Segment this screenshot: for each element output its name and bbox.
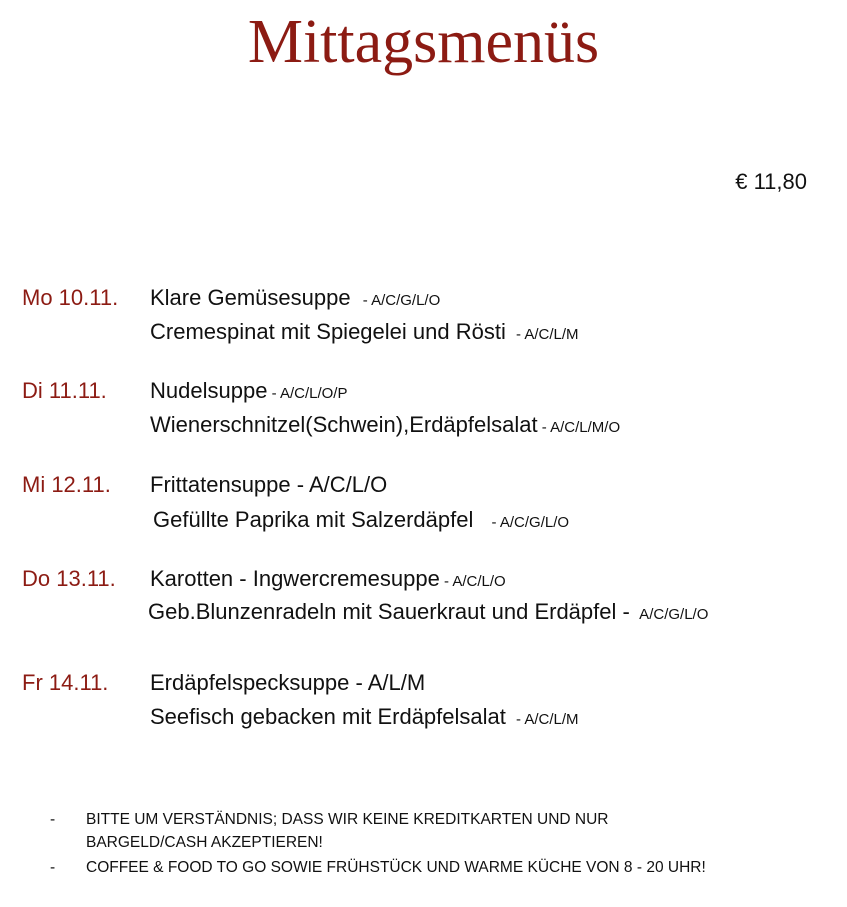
soup-name: Karotten - Ingwercremesuppe <box>150 566 440 591</box>
note-line: BITTE UM VERSTÄNDNIS; DASS WIR KEINE KREDITKARTEN UND NUR <box>86 811 609 828</box>
notes-list <box>50 808 830 879</box>
day-label: Mo 10.11. <box>22 285 119 310</box>
main-name: Seefisch gebacken mit Erdäpfelsalat <box>150 704 506 729</box>
note-dash: - <box>50 811 56 828</box>
soup-dish <box>150 670 425 696</box>
main-name: Wienerschnitzel(Schwein),Erdäpfelsalat <box>150 412 538 437</box>
main-name: Cremespinat mit Spiegelei und Rösti <box>150 319 506 344</box>
main-allergens: - A/C/G/L/O <box>487 514 570 531</box>
soup-allergens: - A/C/L/O <box>439 573 506 590</box>
note-line: COFFEE & FOOD TO GO SOWIE FRÜHSTÜCK UND WARME KÜCHE VON 8 - 20 UHR! <box>86 859 706 876</box>
note-line: BARGELD/CASH AKZEPTIEREN! <box>86 834 323 851</box>
day-label: Fr 14.11. <box>22 670 109 695</box>
main-allergens: A/C/G/L/O <box>635 606 709 623</box>
day-label: Di 11.11. <box>22 378 107 403</box>
main-allergens: - A/C/L/M <box>511 711 579 728</box>
soup-name: Erdäpfelspecksuppe - A/L/M <box>150 670 426 695</box>
main-allergens: - A/C/L/M/O <box>537 419 621 436</box>
note-item <box>50 856 830 879</box>
soup-dish <box>150 378 347 404</box>
main-allergens: - A/C/L/M <box>511 326 579 343</box>
soup-allergens: - A/C/G/L/O <box>358 292 441 309</box>
main-name: Gefüllte Paprika mit Salzerdäpfel <box>153 507 474 532</box>
soup-name: Nudelsuppe <box>150 378 268 403</box>
menu-price: € 11,80 <box>735 169 807 194</box>
note-dash: - <box>50 859 56 876</box>
main-dish <box>150 319 579 345</box>
page-title: Mittagsmenüs <box>247 8 600 76</box>
soup-allergens: - A/C/L/O/P <box>267 385 348 402</box>
soup-name: Frittatensuppe - A/C/L/O <box>150 472 388 497</box>
soup-dish <box>150 285 440 311</box>
soup-name: Klare Gemüsesuppe <box>150 285 351 310</box>
day-label: Do 13.11. <box>22 566 116 591</box>
main-dish <box>153 507 569 533</box>
soup-dish <box>150 566 506 592</box>
day-label: Mi 12.11. <box>22 472 111 497</box>
note-item <box>50 808 830 854</box>
main-dish <box>150 412 620 438</box>
main-dish <box>150 704 579 730</box>
soup-dish <box>150 472 387 498</box>
main-name: Geb.Blunzenradeln mit Sauerkraut und Erdäpfel - <box>148 599 630 624</box>
main-dish <box>148 599 708 625</box>
